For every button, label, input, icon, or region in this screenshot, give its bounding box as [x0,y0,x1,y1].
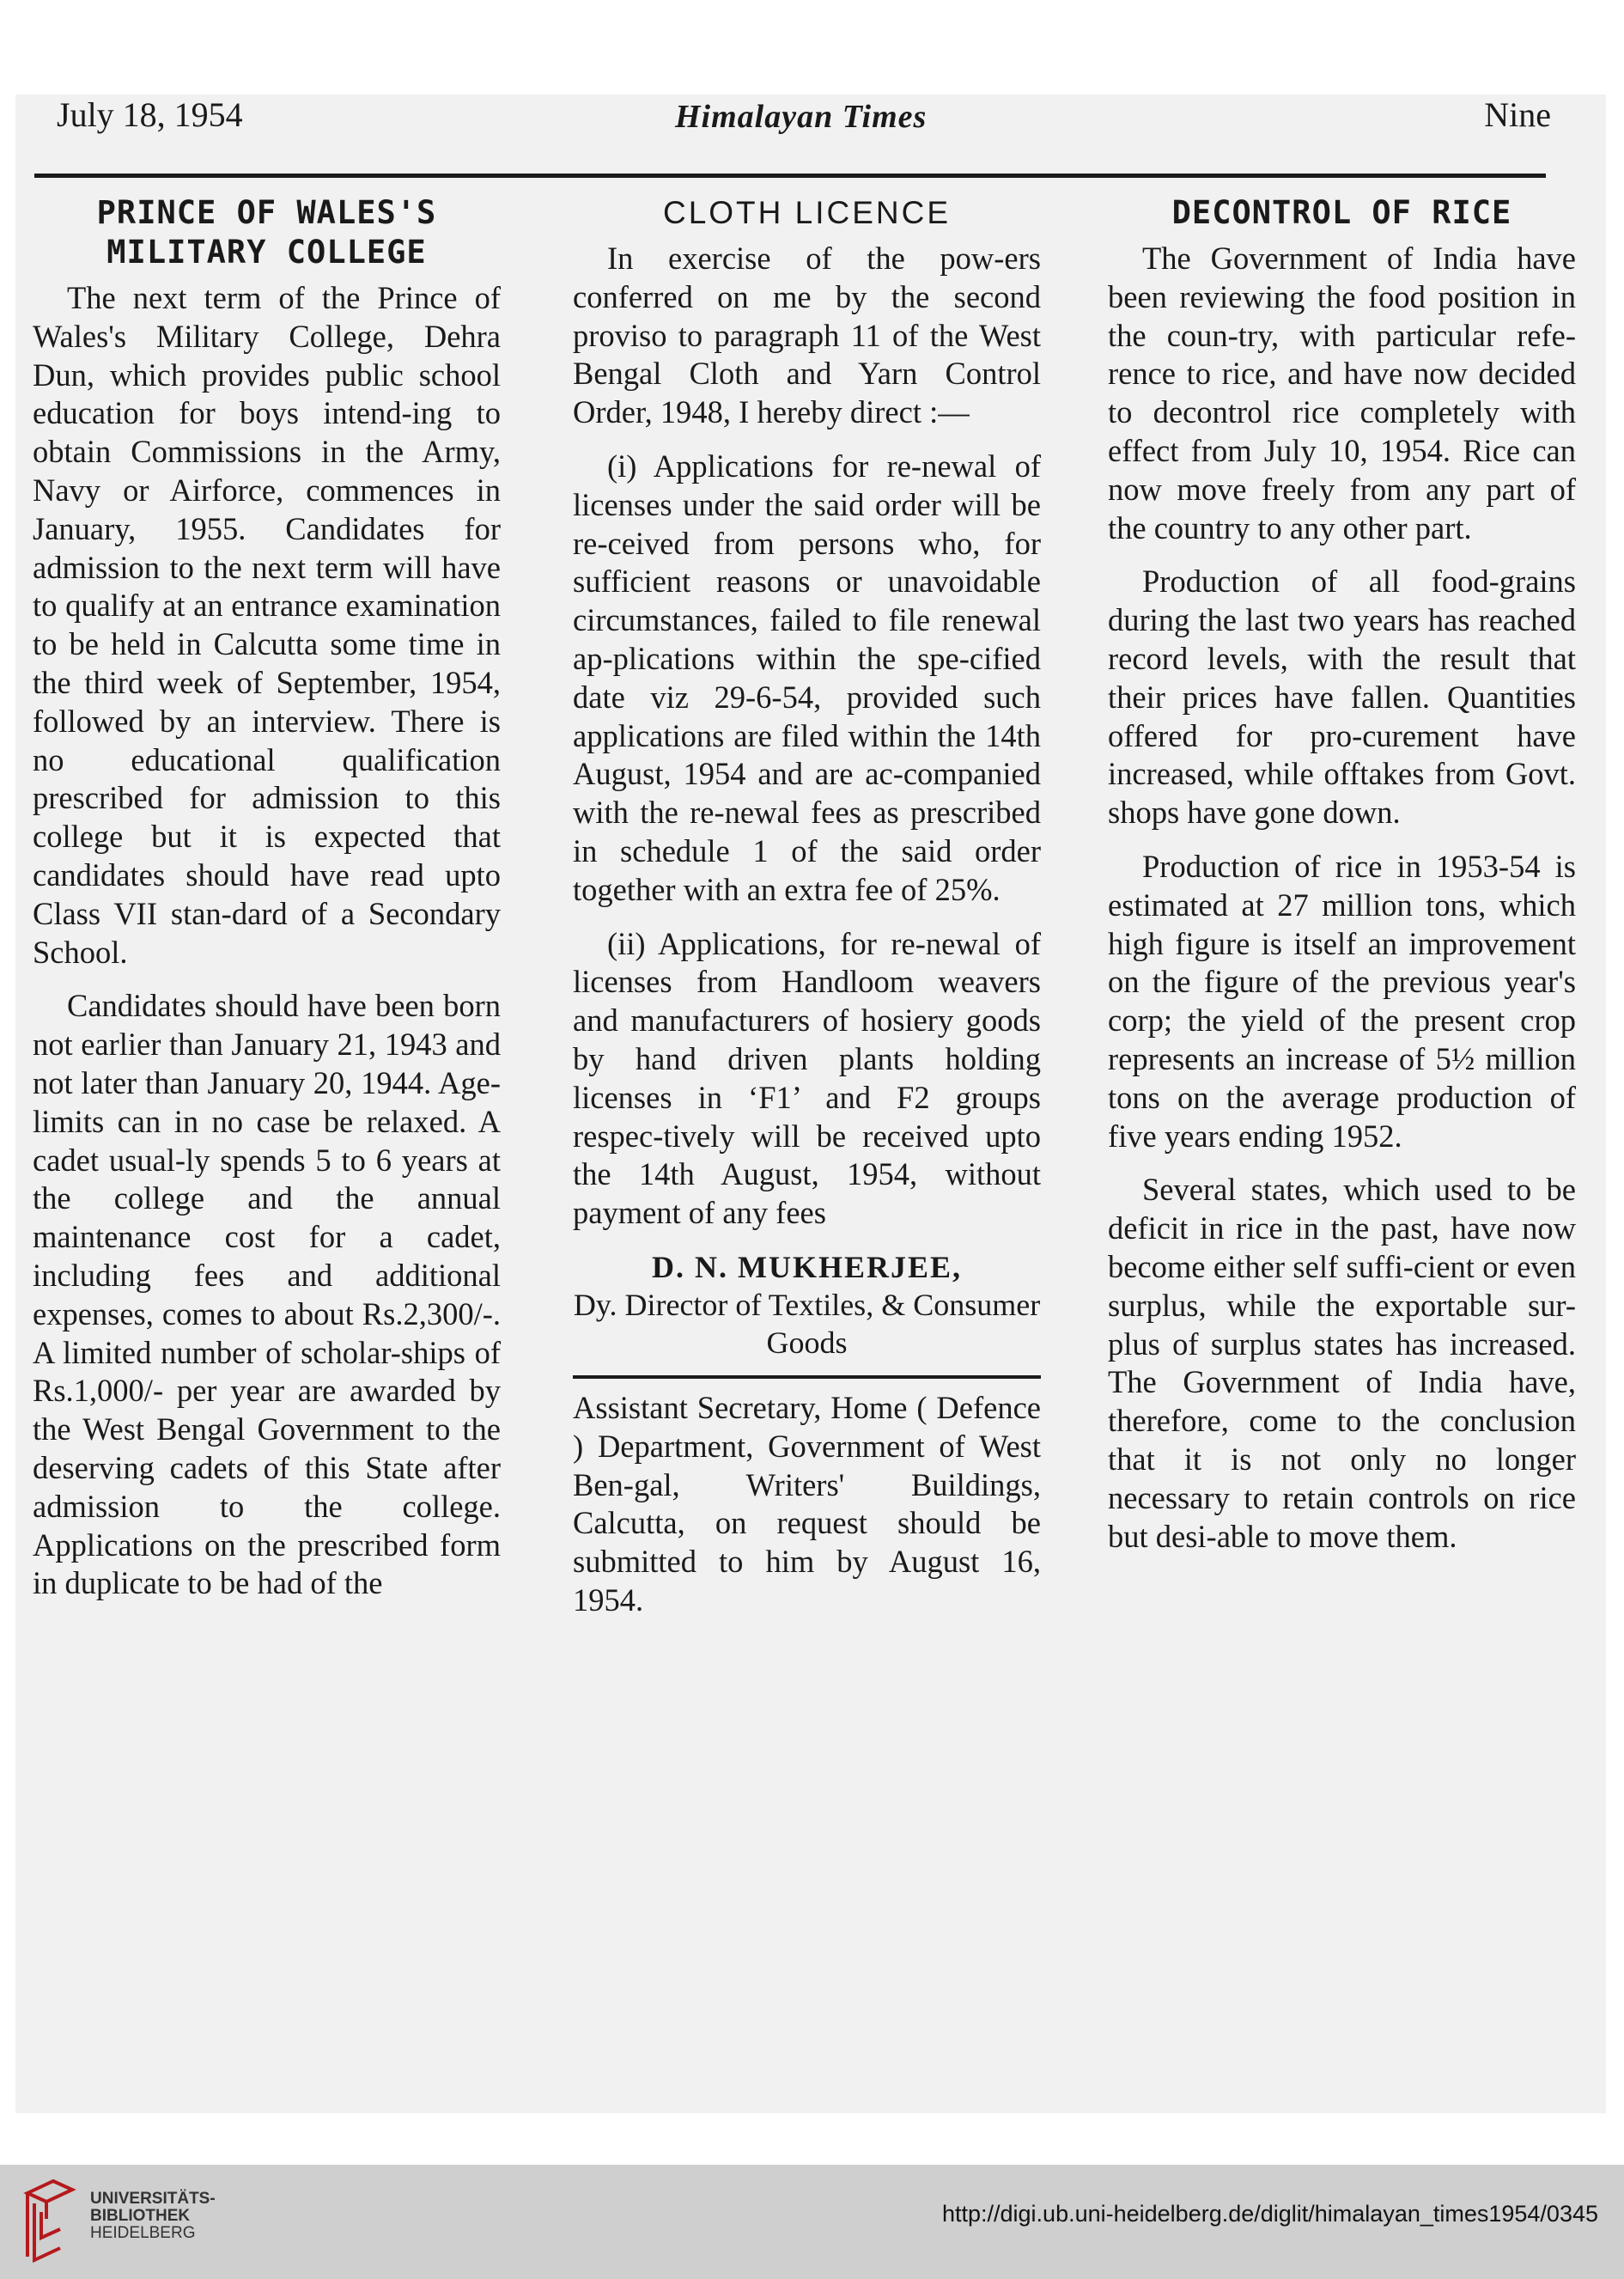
article-title: DECONTROL OF RICE [1171,194,1512,231]
page-header [57,94,1551,146]
library-name-line: UNIVERSITÄTS- [90,2190,216,2208]
library-logo-icon [19,2178,81,2264]
column-rule [573,1375,1041,1379]
page-number: Nine [1484,95,1551,134]
library-name [90,2191,216,2242]
article-military-college [33,193,501,1618]
article-paragraph: Production of all food-grains during the last two years has reached record levels, with the result that their prices have fallen. Quantities offered for pro-curement have increased, while offtakes from Govt. shops have gone down. [1108,564,1576,831]
issue-date: July 18, 1954 [57,95,243,134]
library-name-line: HEIDELBERG [90,2224,196,2242]
masthead: Himalayan Times [675,99,928,135]
article-paragraph: The Government of India have been reviewing the food position in the coun-try, with particular refe-rence to rice, and have now decided to decontrol rice completely with effect from July 10, 1954. Rice can now move freely from any part of the country to any other part. [1108,241,1576,545]
source-url-link[interactable]: http://digi.ub.uni-heidelberg.de/diglit/himalayan_times1954/0345 [941,2201,1598,2227]
article-paragraph: The next term of the Prince of Wales's Military College, Dehra Dun, which provides public school education for boys intend-ing to obtain Commissions in the Army, Navy or Airforce, commences in January, 1955. Candidates for admission to the next term will have to qualify at an entrance examination to be held in Calcutta some time in the third week of September, 1954, followed by an interview. There is no educational qualification prescribed for admission to this college but it is expected that candidates should have read upto Class VII stan-dard of a Secondary School. [33,280,501,970]
article-paragraph: (ii) Applications, for re-newal of licenses from Handloom weavers and manufacturers of hosiery goods by hand driven plants holding licenses in ‘F1’ and F2 groups respec-tively will be received upto the 14th August, 1954, without payment of any fees [573,925,1041,1231]
article-title: CLOTH LICENCE [662,195,952,230]
signature-title: Dy. Director of Textiles, & Consumer Goods [573,1287,1041,1360]
header-rule [34,174,1546,178]
library-name-line: BIBLIOTHEK [90,2207,191,2225]
article-paragraph: Production of rice in 1953-54 is estimated at 27 million tons, which high figure is itself an improvement on the figure of the previous year's corp; the yield of the present crop represents an increase of 5½ million tons on the average production of five years ending 1952. [1108,848,1576,1154]
article-cloth-licence [573,193,1041,1636]
article-paragraph: Candidates should have been born not earlier than January 21, 1943 and not later than January 20, 1944. Age-limits can in no case be relaxed. A cadet usual-ly spends 5 to 6 years at the college and the annual maintenance cost for a cadet, including fees and additional expenses, comes to about Rs.2,300/-. A limited number of scholar-ships of Rs.1,000/- per year are awarded by the West Bengal Government to the deserving cadets of this State after admission to the college. Applications on the prescribed form in duplicate to be had of the [33,988,501,1601]
signature-block [573,1248,1041,1362]
library-footer [0,2165,1624,2279]
signature-name: D. N. MUKHERJEE, [651,1249,962,1284]
article-paragraph: (i) Applications for re-newal of licenses under the said order will be re-ceived from persons who, for sufficient reasons or unavoidable circumstances, failed to file renewal ap-plications within the spe-cified date viz 29-6-54, provided such applications are filed within the 14th August, 1954 and are ac-companied with the re-newal fees as prescribed in schedule 1 of the said order together with an extra fee of 25%. [573,448,1041,907]
article-paragraph: In exercise of the pow-ers conferred on me by the second proviso to paragraph 11 of the West Bengal Cloth and Yarn Control Order, 1948, I hereby direct :— [573,241,1041,430]
continued-paragraph: Assistant Secretary, Home ( Defence ) Department, Government of West Ben-gal, Writers' Buildings, Calcutta, on request should be submitted to him by August 16, 1954. [573,1389,1041,1618]
article-decontrol-rice [1108,193,1576,1571]
article-paragraph: Several states, which used to be deficit in rice in the past, have now become either self suffi-cient or even surplus, while the exportable sur-plus of surplus states has increased. The Government of India have, therefore, come to the conclusion that it is not only no longer necessary to retain controls on rice but desi-able to move them. [1108,1172,1576,1554]
article-title: PRINCE OF WALES'S MILITARY COLLEGE [96,194,437,271]
